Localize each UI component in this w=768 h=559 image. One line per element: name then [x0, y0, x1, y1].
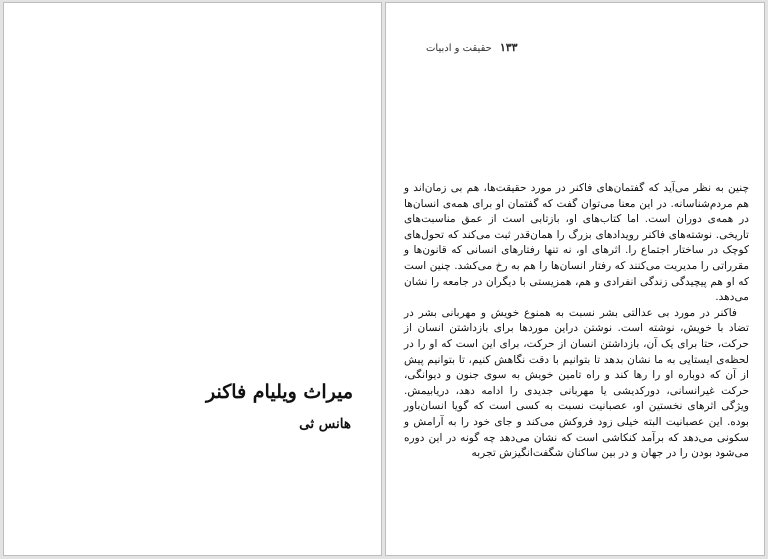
- running-head-title: حقیقت و ادبیات: [426, 43, 492, 54]
- paragraph: چنین به نظر می‌آید که گفتمان‌های فاکنر در مورد حقیقت‌ها، هم بی زمان‌اند و هم مردم‌شناسانه. در این معنا می‌توان گفت که گفتمان او برای همه‌ی انسان‌ها در همه‌ی دوران است. اما کتاب‌های او، بازتابی است از عمق مناسبت‌های تاریخی. نوشته‌های فاکنر رویدادهای بزرگ را همان‌قدر ثبت می‌کند که تحول‌های کوچک در ساختار اجتماع را. اثرهای او، نه تنها رفتارهای انسانی که قانون‌ها و مقرراتی را مدیریت می‌کنند که رفتار انسان‌ها را هم به رخ می‌کشد. چنین است که او هم پیچیدگی زندگی انفرادی و هم، همزیستی با دیگران در جامعه را نشان می‌دهد.: [404, 182, 749, 304]
- page-number: ۱۳۳: [499, 41, 518, 54]
- left-page: [3, 2, 382, 556]
- book-title: میراث ویلیام فاکنر: [206, 381, 353, 403]
- running-head: [426, 41, 518, 54]
- right-page: [385, 2, 765, 556]
- book-author: هانس ثی: [299, 416, 351, 432]
- body-text: [404, 181, 749, 462]
- paragraph: فاکنر در مورد بی عدالتی بشر نسبت به همنوع خویش و مهربانی بشر در تضاد با خویش، نوشته است. نوشتن دراین موردها برای بازداشتن انسان از حرکت، حتا برای یک آن، بازداشتن انسان از حرکت، برای این است که او را در لحظه‌ی ایستایی به ما نشان بدهد تا بتوانیم با دقت نگاهش کنیم، تا بتوانیم پیش از آن که دوباره او را رها کند و راه تامین خویش به سوی جنون و دیوانگی، حرکت غیرانسانی، دورکدیشی یا مهربانی جدیدی را ادامه دهد، دریابیمش. ویژگی اثرهای نخستین او، عصبانیت نسبت به کسی است که گویا انسان‌باور بوده. این عصبانیت البته خیلی زود فروکش می‌کند و جای خود را به آرامش و سکونی می‌دهد که برآمد کنکاشی است که نشان می‌دهد چه گونه در این دوره می‌شود بودن را در جهان و در بین ساکنان شگفت‌انگیزش تجربه: [404, 306, 749, 460]
